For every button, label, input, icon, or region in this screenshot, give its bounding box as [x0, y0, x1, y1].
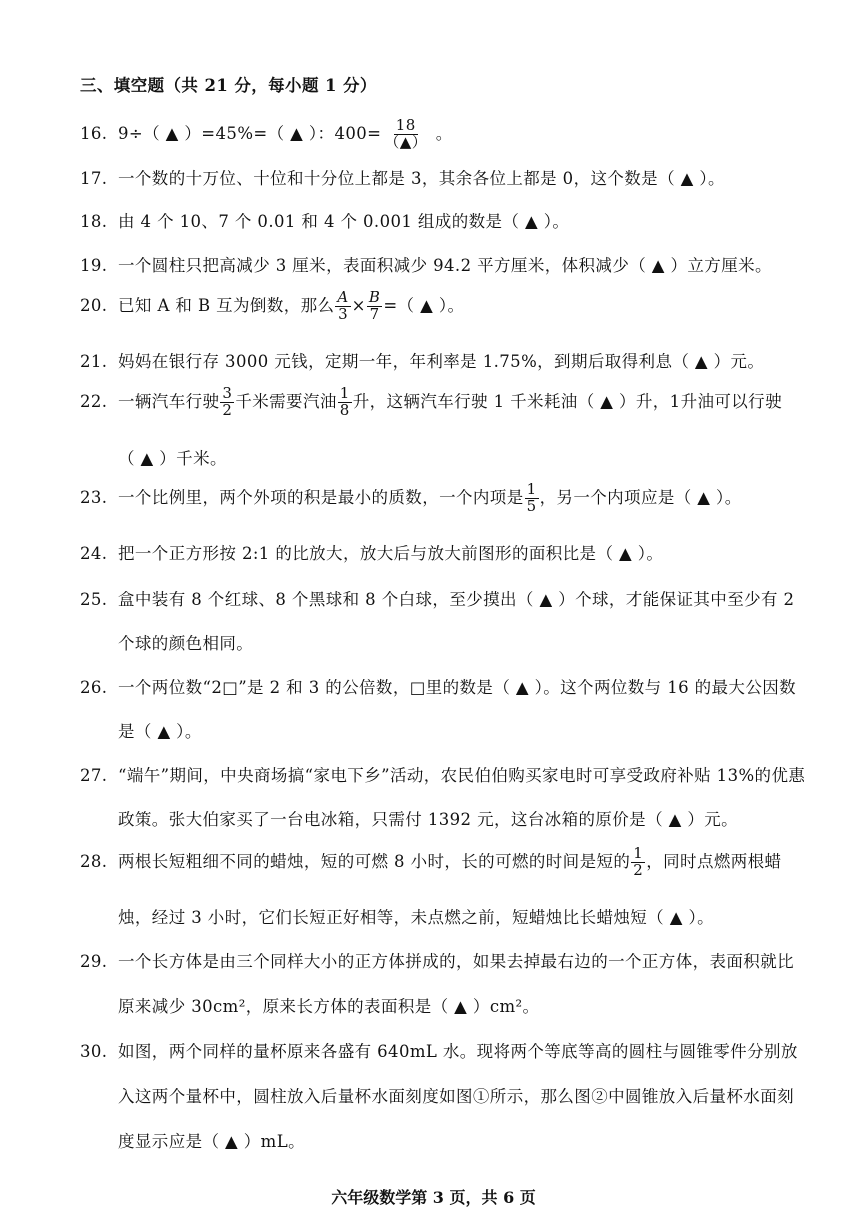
question-number: 24.	[80, 544, 108, 563]
question-text: 已知 A 和 B 互为倒数，那么	[118, 295, 335, 315]
times-sign: ×	[351, 295, 366, 315]
fraction-numerator: 1	[526, 480, 537, 498]
question-30-line3: 度显示应是（ ▲ ）mL。	[118, 1132, 305, 1151]
question-number: 30.	[80, 1042, 108, 1061]
question-25	[80, 586, 794, 610]
page-footer: 六年级数学第 3 页，共 6 页	[331, 1188, 536, 1207]
fraction	[382, 118, 429, 151]
fraction-b	[367, 290, 382, 323]
question-text: 一辆汽车行驶	[118, 391, 220, 411]
question-text: 升，这辆汽车行驶 1 千米耗油（ ▲ ）升，1升油可以行驶	[352, 391, 782, 411]
question-20	[80, 290, 464, 323]
question-26	[80, 674, 796, 698]
fraction-numerator: A	[337, 288, 349, 306]
question-text: ，同时点燃两根蜡	[646, 851, 782, 871]
question-text: 把一个正方形按 2:1 的比放大，放大后与放大前图形的面积比是（ ▲ ）。	[118, 544, 664, 563]
fraction-denominator: 8	[339, 400, 350, 419]
question-text: 一个数的十万位、十位和十分位上都是 3，其余各位上都是 0，这个数是（ ▲ ）。	[118, 169, 725, 188]
fraction-denominator: 7	[369, 304, 380, 323]
fraction-numerator: B	[368, 288, 381, 306]
question-17	[80, 165, 725, 189]
fraction	[220, 386, 234, 419]
question-text: 一个圆柱只把高减少 3 厘米，表面积减少 94.2 平方厘米，体积减少（ ▲ ）立方厘米。	[118, 256, 772, 275]
question-text: 9÷（ ▲ ）=45%=（ ▲ ）：400=	[118, 123, 382, 143]
fraction-denominator: 5	[526, 496, 537, 515]
question-end: 。	[430, 123, 453, 143]
section-title: 三、填空题（共 21 分，每小题 1 分）	[80, 76, 377, 95]
question-25-line2: 个球的颜色相同。	[118, 634, 254, 653]
question-text: ，另一个内项应是（ ▲ ）。	[539, 487, 742, 507]
fraction-numerator: 1	[339, 384, 350, 402]
question-30-line2: 入这两个量杯中，圆柱放入后量杯水面刻度如图①所示，那么图②中圆锥放入后量杯水面刻	[118, 1087, 794, 1106]
question-number: 25.	[80, 590, 108, 609]
fraction	[631, 846, 645, 879]
fraction-numerator: 1	[633, 844, 644, 862]
question-21	[80, 348, 764, 372]
question-text: 千米需要汽油	[235, 391, 337, 411]
question-number: 16.	[80, 123, 108, 143]
fraction-denominator: 3	[338, 304, 349, 323]
question-27-line2: 政策。张大伯家买了一台电冰箱，只需付 1392 元，这台冰箱的原价是（ ▲ ）元。	[118, 810, 739, 829]
question-29-line2: 原来减少 30cm²，原来长方体的表面积是（ ▲ ）cm²。	[118, 997, 540, 1016]
question-24	[80, 540, 663, 564]
question-29	[80, 948, 794, 972]
question-22	[80, 386, 782, 419]
fraction-numerator: 3	[222, 384, 233, 402]
fraction-denominator: （▲）	[384, 132, 428, 151]
question-number: 27.	[80, 766, 108, 785]
question-text: 两根长短粗细不同的蜡烛，短的可燃 8 小时，长的可燃的时间是短的	[118, 851, 631, 871]
question-23	[80, 482, 742, 515]
question-number: 26.	[80, 678, 108, 697]
question-22-line2: （ ▲ ）千米。	[118, 449, 227, 468]
fraction-denominator: 2	[633, 860, 644, 879]
question-30	[80, 1038, 798, 1062]
question-number: 18.	[80, 212, 108, 231]
question-text: 如图，两个同样的量杯原来各盛有 640mL 水。现将两个等底等高的圆柱与圆锥零件分别放	[118, 1042, 798, 1061]
question-text: 由 4 个 10、7 个 0.01 和 4 个 0.001 组成的数是（ ▲ ）。	[118, 212, 570, 231]
question-number: 22.	[80, 391, 108, 411]
question-end: =（ ▲ ）。	[383, 295, 465, 315]
question-number: 21.	[80, 352, 108, 371]
fraction-numerator: 18	[395, 116, 416, 134]
question-text: 一个长方体是由三个同样大小的正方体拼成的，如果去掉最右边的一个正方体，表面积就比	[118, 952, 794, 971]
question-text: 妈妈在银行存 3000 元钱，定期一年，年利率是 1.75%，到期后取得利息（ ▲ ）元。	[118, 352, 765, 371]
fraction-a	[335, 290, 350, 323]
question-text: 一个两位数“2□”是 2 和 3 的公倍数，□里的数是（ ▲ ）。这个两位数与 16 的最大公因数	[118, 678, 797, 697]
fraction	[338, 386, 352, 419]
question-28	[80, 846, 781, 879]
question-number: 17.	[80, 169, 108, 188]
question-number: 19.	[80, 256, 108, 275]
question-18	[80, 208, 569, 232]
question-27	[80, 762, 805, 786]
question-text: 盒中装有 8 个红球、8 个黑球和 8 个白球，至少摸出（ ▲ ）个球，才能保证其中至少有 2	[118, 590, 795, 609]
question-number: 29.	[80, 952, 108, 971]
question-text: “端午”期间，中央商场搞“家电下乡”活动，农民伯伯购买家电时可享受政府补贴 13%的优惠	[118, 766, 806, 785]
question-number: 28.	[80, 851, 108, 871]
question-19	[80, 252, 772, 276]
question-28-line2: 烛，经过 3 小时，它们长短正好相等，未点燃之前，短蜡烛比长蜡烛短（ ▲ ）。	[118, 908, 715, 927]
question-text: 一个比例里，两个外项的积是最小的质数，一个内项是	[118, 487, 524, 507]
question-26-line2: 是（ ▲ ）。	[118, 722, 202, 741]
question-16	[80, 118, 453, 151]
question-number: 20.	[80, 295, 108, 315]
fraction	[525, 482, 539, 515]
question-number: 23.	[80, 487, 108, 507]
fraction-denominator: 2	[222, 400, 233, 419]
